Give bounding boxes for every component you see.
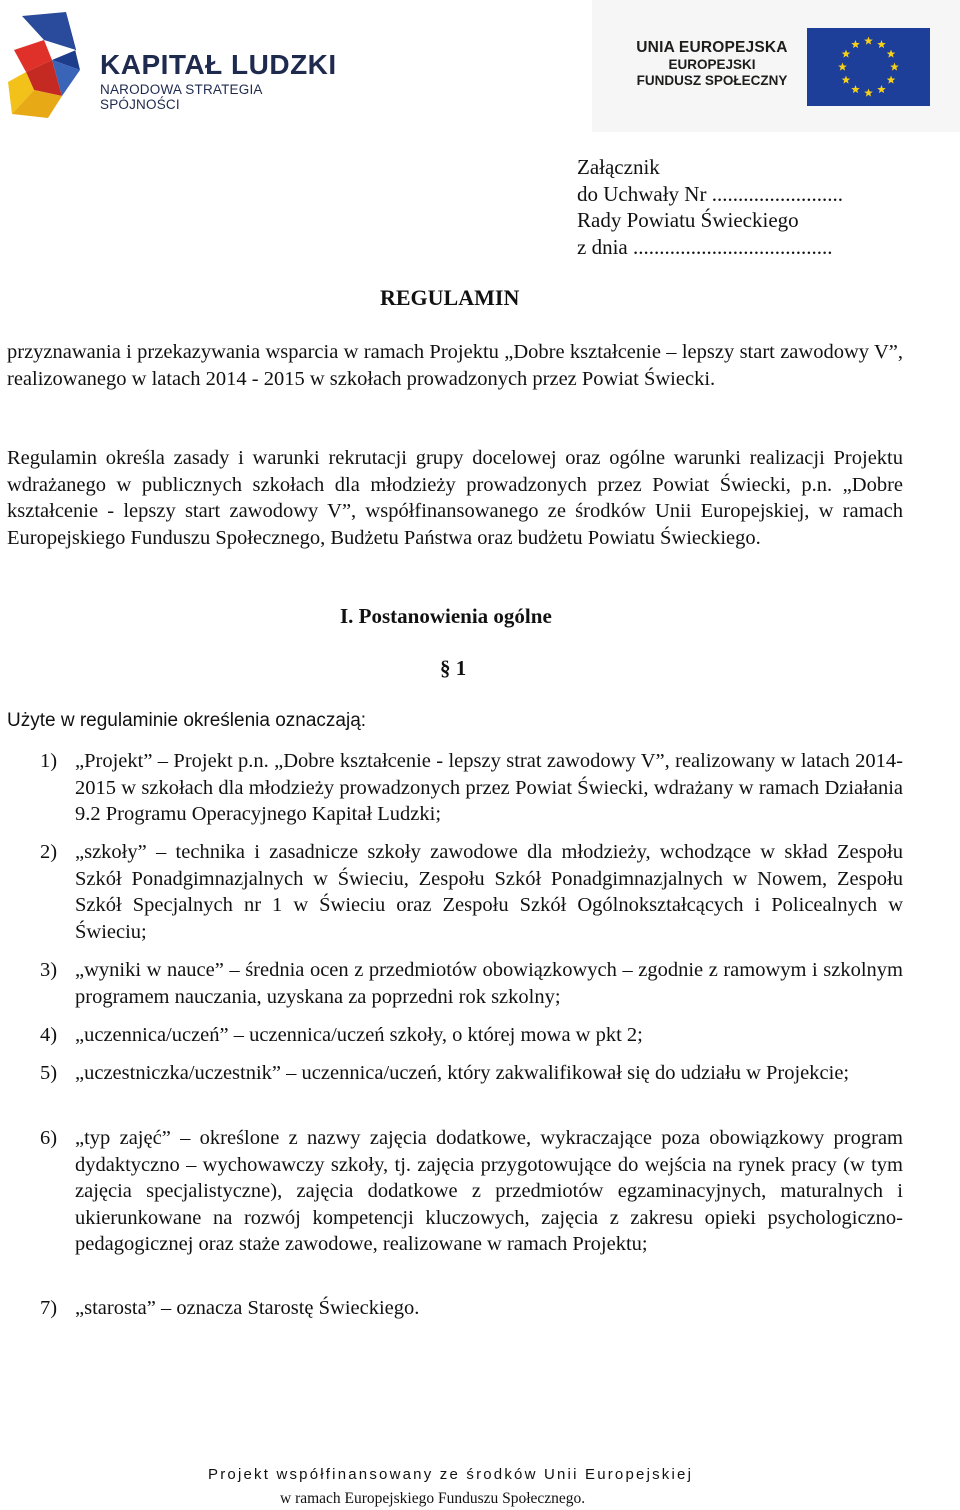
eu-logo-line2: EUROPEJSKI [668, 57, 756, 72]
list-item [40, 839, 903, 945]
list-item [40, 957, 903, 1010]
page-header [0, 0, 960, 140]
list-item [40, 1295, 903, 1322]
list-item-text: „Projekt” – Projekt p.n. „Dobre kształcenie - lepszy strat zawodowy V”, realizowany w latach 2014-2015 w szkołach dla młodzieży prowadzonych przez Powiat Świecki, wdrażany w ramach Działania 9.2 Programu Operacyjnego Kapitał Ludzki; [75, 750, 903, 825]
annex-line1: Załącznik [577, 155, 660, 179]
annex-line2: do Uchwały Nr ......................... [577, 181, 843, 206]
paragraph-scope: Regulamin określa zasady i warunki rekrutacji grupy docelowej oraz ogólne warunki realizacji Projektu wdrażanego w publicznych szkołach dla młodzieży prowadzonych przez Powiat Świecki, p.n. „Dobre kształcenie - lepszy start zawodowy V”, współfinansowanego ze środków Unii Europejskiej, w ramach Europejskiego Funduszu Społecznego, Budżetu Państwa oraz budżetu Powiatu Świeckiego. [7, 447, 903, 549]
list-item-number: 7) [40, 1297, 58, 1319]
list-item-text: „wyniki w nauce” – średnia ocen z przedmiotów obowiązkowych – zgodnie z ramowym i szkolnym programem nauczania, uzyskana za poprzedni rok szkolny; [75, 959, 903, 1008]
list-item [40, 1060, 903, 1087]
paragraph-number: § 1 [440, 656, 467, 680]
annex-line3: Rady Powiatu Świeckiego [577, 208, 799, 232]
section-heading: I. Postanowienia ogólne [340, 604, 552, 628]
footer-line2: w ramach Europejskiego Funduszu Społecznego. [280, 1490, 586, 1507]
list-item [40, 1022, 903, 1049]
kapital-ludzki-title: KAPITAŁ LUDZKI [100, 49, 337, 80]
list-item-text: „uczennica/uczeń” – uczennica/uczeń szkoły, o której mowa w pkt 2; [75, 1024, 643, 1046]
list-item [40, 1125, 903, 1258]
list-item-number: 3) [40, 959, 58, 981]
list-item [40, 748, 903, 828]
annex-header [577, 154, 843, 260]
annex-line4: z dnia ...................................... [577, 234, 833, 259]
list-item-text: „uczestniczka/uczestnik” – uczennica/uczeń, który zakwalifikował się do udziału w Projekcie; [75, 1062, 850, 1084]
list-item-text: „typ zajęć” – określone z nazwy zajęcia dodatkowe, wykraczające poza obowiązkowy program dydaktyczno – wychowawczy szkoły, tj. zajęcia przygotowujące do wejścia na rynek pracy (w tym zajęcia specjalistyczne), zajęcia dodatkowe z przedmiotów egzaminacyjnych, maturalnych i ukierunkowane na rozwój kompetencji kluczowych, zajęcia z zakresu opieki psychologiczno-pedagogicznej oraz staże zawodowe, realizowane w ramach Projektu; [75, 1127, 903, 1255]
eu-logo [592, 0, 960, 132]
footer-line1: Projekt współfinansowany ze środków Unii Europejskiej [208, 1466, 694, 1483]
list-item-number: 2) [40, 841, 58, 863]
list-item-number: 1) [40, 750, 58, 772]
eu-logo-line3: FUNDUSZ SPOŁECZNY [636, 73, 788, 88]
list-item-number: 5) [40, 1062, 58, 1084]
kapital-ludzki-star-icon [4, 10, 84, 122]
document-title: REGULAMIN [380, 285, 520, 310]
list-item-number: 4) [40, 1024, 58, 1046]
eu-flag-icon [807, 28, 930, 106]
kapital-ludzki-subtitle: NARODOWA STRATEGIA SPÓJNOŚCI [100, 82, 262, 112]
definitions-intro: Użyte w regulaminie określenia oznaczają: [7, 710, 367, 731]
paragraph-purpose: przyznawania i przekazywania wsparcia w ramach Projektu „Dobre kształcenie – lepszy start zawodowy V”, realizowanego w latach 2014 - 2015 w szkołach prowadzonych przez Powiat Świecki. [7, 341, 903, 390]
kapital-ludzki-logo [4, 10, 344, 122]
list-item-text: „szkoły” – technika i zasadnicze szkoły zawodowe dla młodzieży, wchodzące w skład Zespołu Szkół Ponadgimnazjalnych w Świeciu, Zespołu Szkół Ponadgimnazjalnych w Nowem, Zespołu Szkół Specjalnych nr 1 w Świeciu oraz Zespołu Szkół Ogólnokształcących i Policealnych w Świeciu; [75, 841, 903, 943]
eu-logo-line1: UNIA EUROPEJSKA [636, 39, 788, 56]
list-item-number: 6) [40, 1127, 58, 1149]
list-item-text: „starosta” – oznacza Starostę Świeckiego. [75, 1297, 420, 1319]
